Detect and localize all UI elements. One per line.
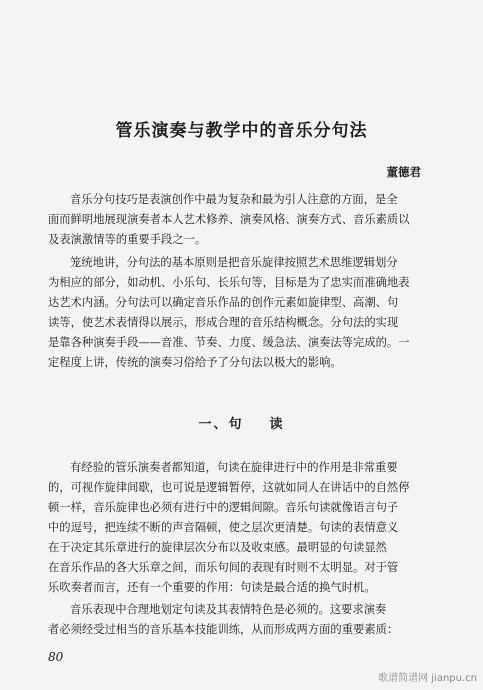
section-paragraph-2 [48, 600, 440, 640]
text-line: 在音乐作品的各大乐章之间，而乐句间的表现有时则不太明显。对于管 [48, 561, 399, 574]
author-name: 董德君 [386, 165, 421, 179]
text-line: 读等，使艺术表情得以展示，形成合理的音乐结构概念。分句法的实现 [48, 316, 399, 329]
text-line: 定程度上讲，传统的演奏习俗给予了分句法以极大的影响。 [48, 356, 342, 369]
text-line: 为相应的部分，如动机、小乐句、长乐句等，目标是为了忠实而准确地表 [48, 276, 410, 289]
text-line: 顿一样，音乐旋律也必须有进行中的逻辑间隙。音乐句读就像语言句子 [48, 501, 399, 514]
text-line: 中的逗号，把连续不断的声音隔顿，使之层次更清楚。句读的表情意义 [48, 521, 399, 534]
text-line: 及表演激情等的重要手段之一。 [48, 233, 207, 246]
article-title: 管乐演奏与教学中的音乐分句法 [115, 121, 368, 141]
intro-paragraph-2 [48, 253, 440, 373]
text-line: 在于决定其乐章进行的旋律层次分布以及收束感。最明显的句读显然 [48, 541, 387, 554]
intro-paragraph-1 [48, 190, 440, 250]
text-line: 者必须经受过相当的音乐基本技能训练，从而形成两方面的重要素质： [48, 623, 399, 636]
text-line: 达艺术内涵。分句法可以确定音乐作品的创作元素如旋律型、高潮、句 [48, 296, 399, 309]
page-number: 80 [48, 650, 64, 664]
text-line: 音乐表现中合理地划定句读及其表情特色是必须的。这要求演奏 [70, 603, 387, 616]
section-paragraph-1 [48, 458, 440, 598]
section-heading-number: 一、句 [198, 417, 244, 432]
section-heading-text: 读 [269, 417, 285, 432]
text-line: 笼统地讲，分句法的基本原则是把音乐旋律按照艺术思维逻辑划分 [70, 256, 398, 269]
text-line: 的，可视作旋律间歇，也可说是逻辑暂停，这就如同人在讲话中的自然停 [48, 481, 410, 494]
text-line: 乐吹奏者而言，还有一个重要的作用：句读是最合适的换气时机。 [48, 581, 376, 594]
text-line: 有经验的管乐演奏者都知道，句读在旋律进行中的作用是非常重要 [70, 461, 398, 474]
text-line: 是靠各种演奏手段——音准、节奏、力度、缓急法、演奏法等完成的。一 [48, 336, 410, 349]
text-line: 音乐分句技巧是表演创作中最为复杂和最为引人注意的方面，是全 [70, 193, 398, 206]
site-watermark: 歌谱简谱网 jianpu.cn [378, 673, 477, 684]
text-line: 面而鲜明地展现演奏者本人艺术修养、演奏风格、演奏方式、音乐素质以 [48, 213, 410, 226]
section-heading [0, 413, 483, 432]
